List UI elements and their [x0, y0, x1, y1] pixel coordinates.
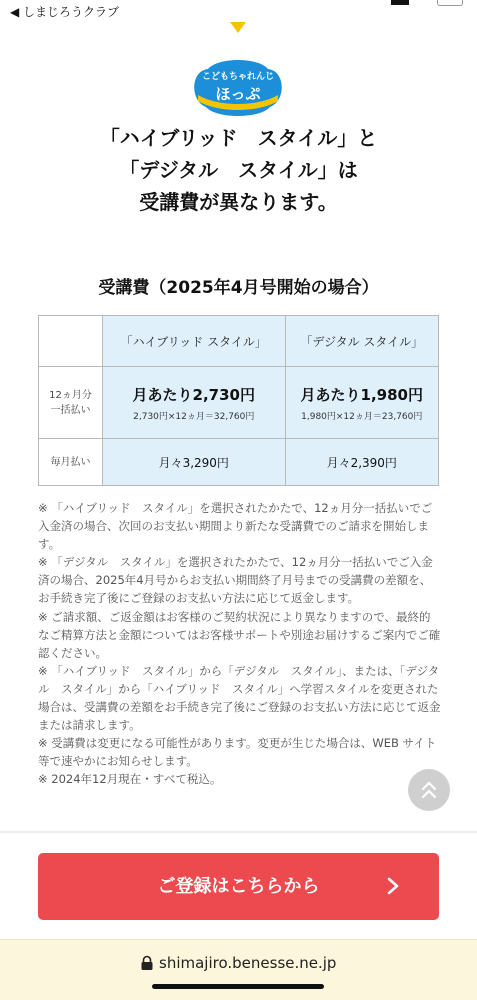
monthly-fee-hybrid: 月々3,290円	[103, 439, 286, 486]
double-chevron-up-icon	[420, 780, 438, 800]
annual-fee-digital	[285, 367, 439, 439]
table-row	[39, 367, 439, 439]
row-label-annual	[39, 367, 103, 439]
headline-line: 「ハイブリッド スタイル」と	[99, 126, 378, 150]
fee-section-title: 受講費（2025年4月号開始の場合）	[98, 278, 379, 298]
browser-address-bar[interactable]	[0, 939, 477, 1000]
fee-table	[38, 315, 439, 486]
note-item: ※ 「ハイブリッド スタイル」から「デジタル スタイル」、または、「デジタル スタイル」から「ハイブリッド スタイル」へ学習スタイルを変更された場合は、受講費の差額をお手続き完了後にご登録のお支払い方法に応じて返金または請求します。	[38, 663, 441, 733]
column-header-hybrid: 「ハイブリッド スタイル」	[103, 316, 286, 367]
back-to-app-link[interactable]: ◀ しまじろうクラブ	[10, 5, 120, 19]
section-divider	[0, 831, 477, 833]
headline-line: 受講費が異なります。	[139, 190, 338, 214]
battery-icon	[437, 0, 463, 6]
fee-per-month: 月あたり1,980円	[300, 385, 423, 404]
monthly-fee-digital: 月々2,390円	[285, 439, 439, 486]
hop-logo	[188, 57, 288, 119]
url-text: shimajiro.benesse.ne.jp	[159, 954, 337, 972]
row-label-monthly: 毎月払い	[39, 439, 103, 486]
column-header-digital: 「デジタル スタイル」	[285, 316, 439, 367]
page-headline	[0, 122, 477, 218]
down-triangle-icon	[230, 22, 246, 33]
lock-icon	[140, 955, 154, 971]
register-button[interactable]	[38, 853, 439, 920]
fee-table-header-row	[39, 316, 439, 367]
row-label-line: 12ヵ月分	[49, 389, 92, 401]
header-corner-cell	[39, 316, 103, 367]
svg-text:ほっぷ: ほっぷ	[215, 85, 261, 103]
signal-icon	[391, 0, 409, 5]
note-item: ※ 「デジタル スタイル」を選択されたかたで、12ヵ月分一括払いでご入金済の場合、2025年4月号からお支払い期間終了月号までの受講費の差額を、お手続き完了後にご登録のお支払い方法に応じて返金します。	[38, 555, 433, 606]
fee-notes	[38, 499, 442, 789]
note-item: ※ ご請求額、ご返金額はお客様のご契約状況により異なりますので、最終的なご精算方法と金額についてはお客様サポートや別途お届けするご案内でご確認ください。	[38, 609, 441, 660]
fee-calculation: 2,730円×12ヵ月＝32,760円	[133, 411, 255, 422]
svg-text:こどもちゃれんじ: こどもちゃれんじ	[201, 72, 275, 82]
table-row	[39, 439, 439, 486]
register-button-label: ご登録はこちらから	[157, 876, 320, 897]
headline-line: 「デジタル スタイル」は	[119, 158, 358, 182]
fee-calculation: 1,980円×12ヵ月＝23,760円	[301, 411, 423, 422]
note-item: ※ 2024年12月現在・すべて税込。	[38, 772, 222, 787]
annual-fee-hybrid	[103, 367, 286, 439]
row-label-line: 一括払い	[50, 404, 91, 416]
status-bar	[0, 0, 477, 22]
scroll-to-top-button[interactable]	[408, 769, 450, 811]
status-icons	[383, 0, 463, 6]
home-indicator[interactable]	[152, 984, 324, 989]
note-item: ※ 「ハイブリッド スタイル」を選択されたかたで、12ヵ月分一括払いでご入金済の場合、次回のお支払い期間より新たな受講費でのご請求を開始します。	[38, 501, 433, 552]
fee-per-month: 月あたり2,730円	[132, 385, 255, 404]
note-item: ※ 受講費は変更になる可能性があります。変更が生じた場合は、WEB サイト等で速やかにお知らせします。	[38, 736, 437, 769]
chevron-right-icon	[387, 877, 399, 895]
